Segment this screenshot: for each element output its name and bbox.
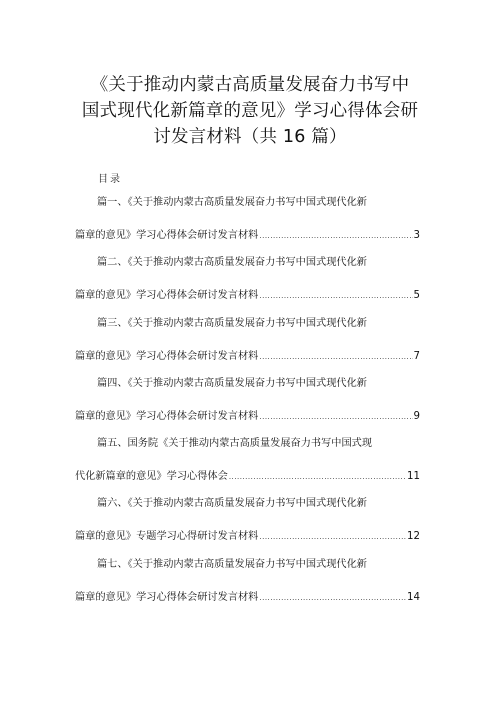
- toc-entry-continuation: [75, 289, 420, 303]
- toc-entry-title: 篇一、《关于推动内蒙古高质量发展奋力书写中国式现代化新: [97, 197, 367, 208]
- toc-entry[interactable]: [75, 497, 420, 557]
- toc-page-number: 14: [407, 591, 420, 603]
- toc-entry-continuation: [75, 591, 420, 605]
- toc-page-number: 3: [413, 230, 420, 241]
- dot-leader: [259, 231, 412, 241]
- toc-entry-title: 篇三、《关于推动内蒙古高质量发展奋力书写中国式现代化新: [97, 317, 367, 329]
- toc-page-number: 7: [413, 350, 420, 362]
- dot-leader: [259, 593, 406, 603]
- dot-leader: [259, 291, 412, 301]
- toc-page-number: 9: [413, 410, 420, 422]
- toc-entry-continuation: [75, 530, 420, 544]
- document-title: [60, 72, 440, 150]
- dot-leader: [259, 532, 406, 542]
- toc-entry[interactable]: [75, 317, 420, 377]
- toc-entry-title: 篇七、《关于推动内蒙古高质量发展奋力书写中国式现代化新: [97, 558, 367, 570]
- toc-entry-title: 篇二、《关于推动内蒙古高质量发展奋力书写中国式现代化新: [97, 257, 367, 269]
- toc-entry-title: 篇五、国务院《关于推动内蒙古高质量发展奋力书写中国式现: [97, 438, 373, 450]
- toc-entry-title-cont: 篇章的意见》学习心得体会研讨发言材料: [75, 230, 259, 241]
- toc-entry[interactable]: [75, 437, 420, 497]
- dot-leader: [259, 352, 412, 362]
- dot-leader: [229, 472, 406, 482]
- toc-entry-title-cont: 篇章的意见》学习心得体会研讨发言材料: [75, 591, 259, 603]
- toc-entry-continuation: [75, 470, 420, 484]
- toc-entry[interactable]: [75, 256, 420, 316]
- title-line: 《关于推动内蒙古高质量发展奋力书写中: [90, 75, 410, 95]
- toc-entry-continuation: [75, 410, 420, 424]
- toc-entry-continuation: [75, 350, 420, 364]
- toc-entry-title-cont: 篇章的意见》学习心得体会研讨发言材料: [75, 290, 259, 302]
- toc-entry-title-cont: 代化新篇章的意见》学习心得体会: [75, 471, 228, 483]
- toc-entry-title-cont: 篇章的意见》学习心得体会研讨发言材料: [75, 350, 259, 362]
- toc-heading: 目录: [98, 174, 122, 185]
- dot-leader: [259, 412, 412, 422]
- toc-entry-title-cont: 篇章的意见》专题学习心得研讨发言材料: [75, 531, 259, 543]
- toc-page-number: 11: [407, 471, 420, 483]
- toc-entry-title: 篇六、《关于推动内蒙古高质量发展奋力书写中国式现代化新: [97, 498, 367, 510]
- toc-entry-title: 篇四、《关于推动内蒙古高质量发展奋力书写中国式现代化新: [97, 377, 367, 389]
- toc-entry-continuation: [75, 229, 420, 243]
- toc-entry[interactable]: [75, 196, 420, 256]
- toc-entry[interactable]: [75, 558, 420, 618]
- title-line: 国式现代化新篇章的意见》学习心得体会研: [81, 101, 419, 121]
- toc-page-number: 5: [413, 290, 420, 302]
- toc-page-number: 12: [407, 531, 420, 543]
- table-of-contents: [75, 196, 420, 618]
- toc-entry-title-cont: 篇章的意见》学习心得体会研讨发言材料: [75, 410, 259, 422]
- toc-entry[interactable]: [75, 377, 420, 437]
- title-line: 讨发言材料（共 16 篇）: [153, 127, 347, 147]
